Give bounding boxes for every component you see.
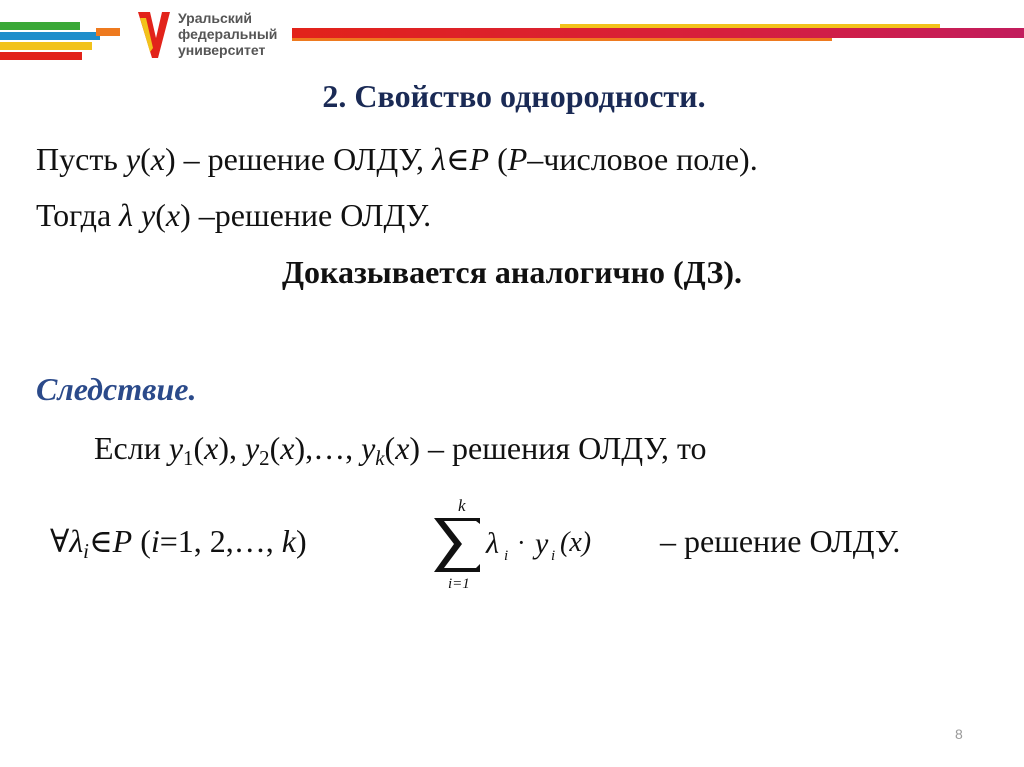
logo-line: федеральный: [178, 26, 278, 42]
slide-title-text: 2. Свойство однородности.: [322, 78, 706, 114]
slide-title: [0, 78, 1024, 115]
var-y: y: [125, 141, 141, 177]
var-x: x: [395, 430, 410, 466]
university-logo-text: [178, 10, 277, 58]
lambda-symbol: λ: [431, 141, 446, 177]
stripe-yellow: [0, 42, 92, 50]
lambda-symbol: λ: [486, 527, 499, 560]
var-P: P: [112, 523, 133, 559]
forall-symbol: ∀: [50, 523, 70, 559]
page-number: 8: [955, 726, 963, 742]
element-of-symbol: ∈: [445, 141, 470, 177]
lambda-symbol: λ: [119, 197, 134, 233]
lambda-symbol: λ: [69, 523, 84, 559]
subscript: i: [83, 540, 89, 564]
sum-lower-limit: i=1: [448, 576, 470, 592]
text: =1, 2,…,: [159, 523, 282, 559]
var-i: i: [150, 523, 160, 559]
text: Пусть: [36, 141, 126, 177]
sum-argument: (x): [560, 527, 592, 558]
text: –решение ОЛДУ.: [190, 197, 432, 233]
text: ): [295, 523, 307, 559]
statement-line: Пусть y(x) – решение ОЛДУ, λ∈P (P–числовое поле).: [36, 141, 758, 177]
element-of-symbol: ∈: [88, 523, 113, 559]
stripe-green: [0, 22, 80, 30]
text: ,…,: [305, 430, 362, 466]
subscript: i: [551, 548, 556, 564]
var-P: P: [469, 141, 490, 177]
university-logo-icon: [136, 8, 172, 66]
var-P: P: [507, 141, 528, 177]
text: Тогда: [36, 197, 120, 233]
var-x: x: [280, 430, 295, 466]
conclusion-line: Тогда λ y(x) –решение ОЛДУ.: [36, 197, 432, 233]
text: (: [132, 523, 151, 559]
corollary-conclusion: – решение ОЛДУ.: [660, 523, 901, 559]
text: –числовое поле).: [527, 141, 758, 177]
proof-note: Доказывается аналогично (ДЗ).: [281, 254, 743, 290]
var-y: y: [535, 527, 549, 560]
text: – решения ОЛДУ, то: [420, 430, 707, 466]
subscript: 1: [183, 447, 194, 471]
summation-formula: [424, 496, 624, 592]
sum-upper-limit: k: [458, 496, 466, 515]
var-y: y: [361, 430, 376, 466]
var-y: y: [168, 430, 184, 466]
text: – решение ОЛДУ,: [175, 141, 432, 177]
stripe-red-left: [0, 52, 82, 60]
var-y: y: [244, 430, 260, 466]
subscript: 2: [259, 447, 270, 471]
stripe-orange-left: [96, 28, 120, 36]
var-x: x: [165, 197, 181, 233]
stripe-yellow-top: [560, 24, 940, 28]
logo-line: университет: [178, 42, 266, 58]
text: Если: [94, 430, 169, 466]
subscript: k: [375, 447, 385, 471]
var-k: k: [281, 523, 296, 559]
subscript: i: [504, 548, 509, 564]
quantifier-line: [50, 521, 307, 572]
stripe-red-main: [292, 28, 1024, 38]
logo-line: Уральский: [178, 10, 253, 26]
text: (: [489, 141, 508, 177]
corollary-heading: Следствие.: [36, 371, 197, 407]
var-x: x: [204, 430, 219, 466]
stripe-orange-bottom: [292, 38, 832, 41]
stripe-blue: [0, 32, 100, 40]
corollary-condition: Если $y_1(x)$, $y_2(x),\dots$, $y_k(x)$ – решения ОЛДУ, то: [94, 430, 707, 471]
var-y: y: [133, 197, 156, 233]
var-x: x: [150, 141, 165, 177]
dot-operator: ·: [517, 528, 526, 557]
sigma-icon: [434, 518, 480, 572]
